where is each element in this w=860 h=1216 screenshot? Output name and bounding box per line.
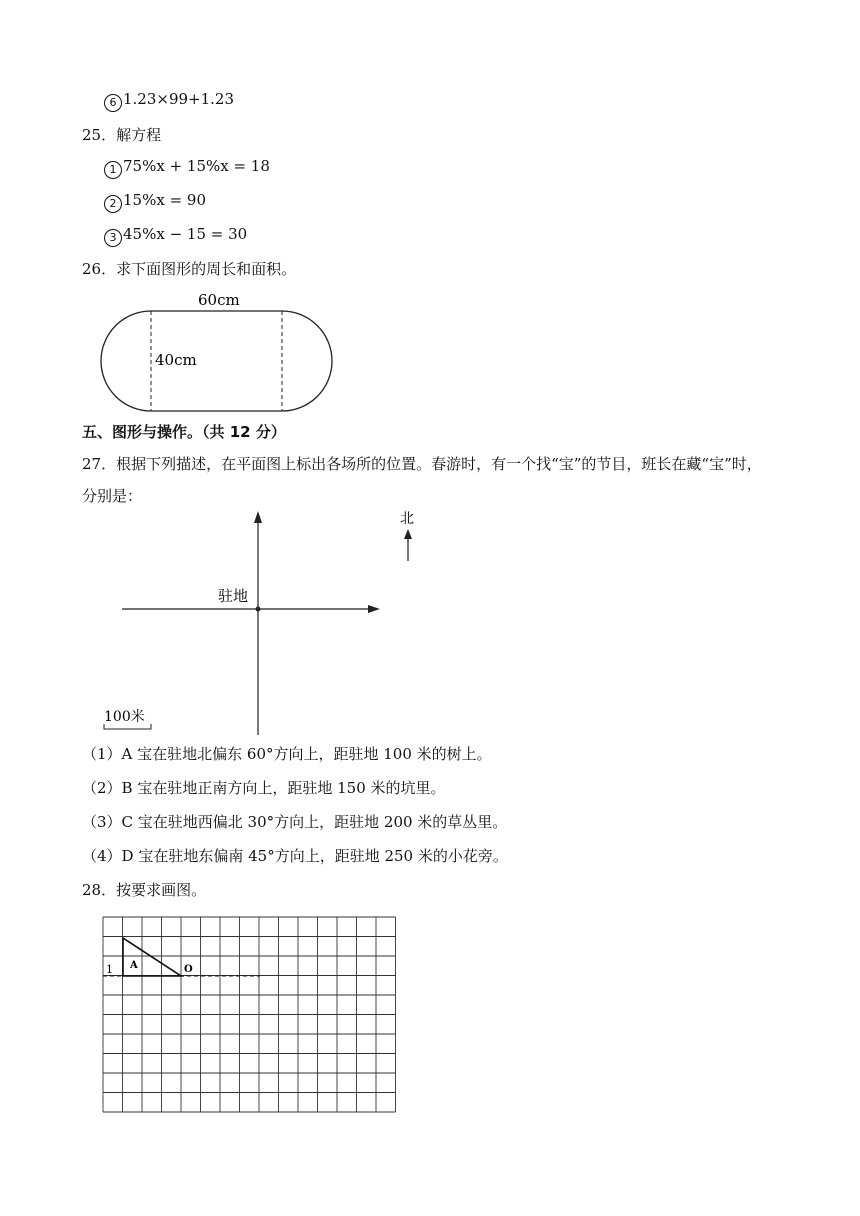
equation-text: 75%x + 15%x = 18: [123, 157, 270, 175]
side-label: 40cm: [155, 351, 197, 369]
equation-text: 45%x − 15 = 30: [123, 225, 248, 243]
label-a: A: [130, 960, 138, 971]
equation-3: [104, 225, 247, 247]
arrow-up-icon: [254, 511, 262, 523]
question-25-title: 25．解方程: [82, 126, 162, 144]
q27-item-1: （1）A 宝在驻地北偏东 60°方向上，距驻地 100 米的树上。: [82, 745, 492, 763]
direction-map-figure: [95, 505, 425, 740]
origin-label: 驻地: [218, 587, 249, 605]
equation-2: [104, 191, 206, 213]
item-number-badge: 3: [104, 229, 122, 247]
question-27-line-1: 27．根据下列描述，在平面图上标出各场所的位置。春游时，有一个找“宝”的节目，班长在藏“宝”时，: [82, 455, 762, 473]
north-arrow-icon: [404, 529, 412, 539]
item-number-badge: 6: [104, 94, 122, 112]
item-number-badge: 2: [104, 195, 122, 213]
top-label: 60cm: [198, 291, 240, 309]
q27-item-3: （3）C 宝在驻地西偏北 30°方向上，距驻地 200 米的草丛里。: [82, 813, 508, 831]
grid-lines: [103, 917, 396, 1112]
equation-1: [104, 157, 270, 179]
stadium-shape-figure: [95, 285, 345, 415]
scale-label: 100米: [104, 709, 145, 725]
grid-figure: [100, 914, 400, 1124]
q27-item-2: （2）B 宝在驻地正南方向上，距驻地 150 米的坑里。: [82, 779, 446, 797]
question-27-line-2: 分别是：: [82, 487, 143, 505]
expression-text: 1.23×99+1.23: [123, 90, 235, 108]
section-5-heading: 五、图形与操作。（共 12 分）: [82, 423, 286, 441]
expression-6: [104, 90, 234, 112]
label-o: O: [184, 964, 193, 975]
arrow-right-icon: [368, 605, 380, 613]
origin-point: [256, 607, 261, 612]
item-number-badge: 1: [104, 161, 122, 179]
equation-text: 15%x = 90: [123, 191, 206, 209]
question-26-title: 26．求下面图形的周长和面积。: [82, 260, 297, 278]
line-label: 1: [106, 963, 113, 976]
stadium-outline: [101, 311, 332, 411]
north-label: 北: [400, 511, 414, 527]
q27-item-4: （4）D 宝在驻地东偏南 45°方向上，距驻地 250 米的小花旁。: [82, 847, 508, 865]
question-28-title: 28．按要求画图。: [82, 881, 207, 899]
